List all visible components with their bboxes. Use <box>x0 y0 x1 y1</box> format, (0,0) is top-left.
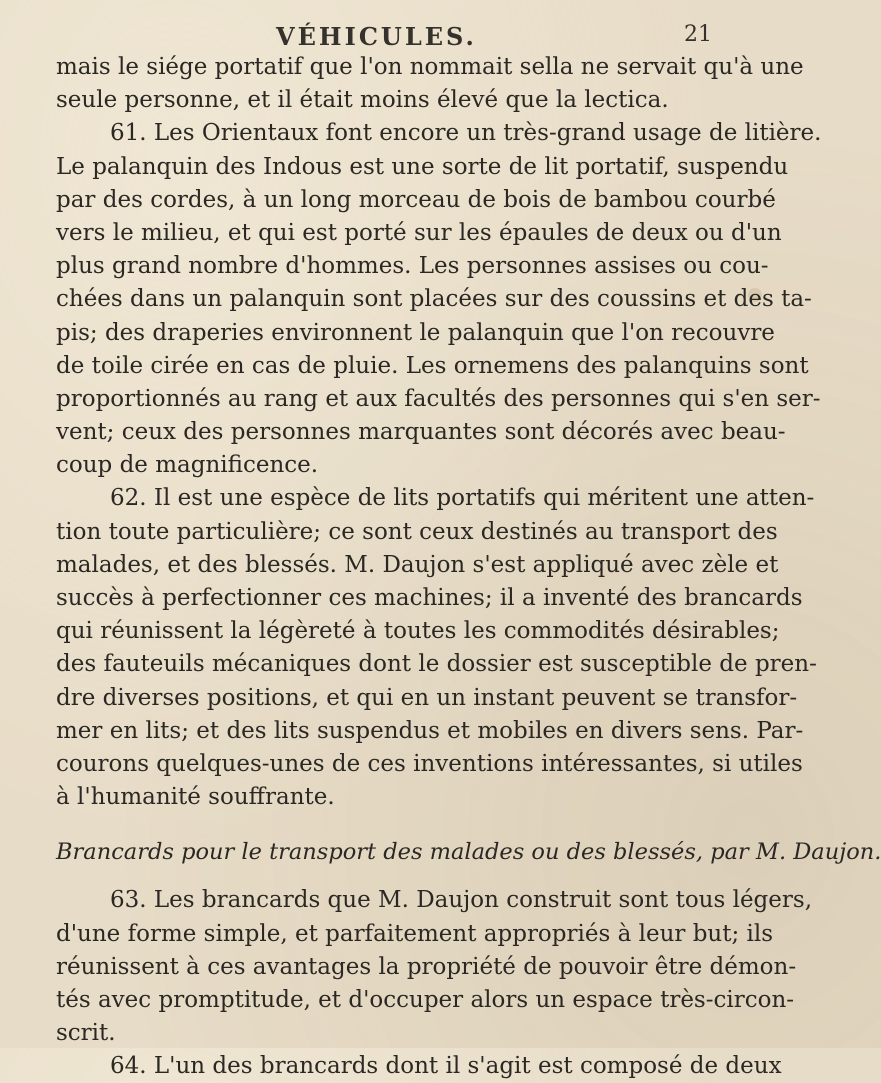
section-heading: Brancards pour le transport des malades ou des blessés, par M. Daujon. <box>56 839 881 866</box>
text-line: succès à perfectionner ces machines; il a inventé des brancards <box>56 585 803 611</box>
text-line: plus grand nombre d'hommes. Les personnes assises ou cou- <box>56 253 769 280</box>
text-line: par des cordes, à un long morceau de bois de bambou courbé <box>56 186 776 213</box>
page-number: 21 <box>684 22 712 47</box>
text-line: de toile cirée en cas de pluie. Les ornemens des palanquins sont <box>56 352 809 379</box>
text-line: Le palanquin des Indous est une sorte de lit portatif, suspendu <box>56 153 789 180</box>
paragraph-64-start: 64. L'un des brancards dont il s'agit est composé de deux <box>110 1053 782 1080</box>
text-line: chées dans un palanquin sont placées sur des coussins et des ta- <box>56 286 812 313</box>
text-line: coup de magnificence. <box>56 452 319 479</box>
text-line: à l'humanité souffrante. <box>56 784 335 811</box>
text-line: vers le milieu, et qui est porté sur les épaules de deux ou d'un <box>56 219 782 246</box>
running-title: VÉHICULES. <box>276 22 477 51</box>
text-line: pis; des draperies environnent le palanquin que l'on recouvre <box>56 319 775 346</box>
text-line: malades, et des blessés. M. Daujon s'est appliqué avec zèle et <box>56 551 779 578</box>
text-line: courons quelques-unes de ces inventions intéressantes, si utiles <box>56 750 803 777</box>
text-line: mais le siége portatif que l'on nommait sella ne servait qu'à une <box>56 54 804 80</box>
text-line: d'une forme simple, et parfaitement appropriés à leur but; ils <box>56 920 774 947</box>
paragraph-61-start: 61. Les Orientaux font encore un très-grand usage de litière. <box>110 120 822 147</box>
paragraph-62-start: 62. Il est une espèce de lits portatifs qui méritent une atten- <box>110 485 815 512</box>
text-line: mer en lits; et des lits suspendus et mobiles en divers sens. Par- <box>56 717 804 744</box>
text-line: des fauteuils mécaniques dont le dossier est susceptible de pren- <box>56 651 817 678</box>
text-line: tion toute particulière; ce sont ceux destinés au transport des <box>56 518 778 545</box>
text-line: réunissent à ces avantages la propriété de pouvoir être démon- <box>56 953 797 980</box>
text-line: vent; ceux des personnes marquantes sont décorés avec beau- <box>56 419 786 446</box>
text-line: qui réunissent la légèreté à toutes les commodités désirables; <box>56 618 780 645</box>
body-text <box>56 51 881 1083</box>
text-line: scrit. <box>56 1020 116 1047</box>
text-line: seule personne, et il était moins élevé que la lectica. <box>56 87 669 114</box>
text-line: dre diverses positions, et qui en un instant peuvent se transfor- <box>56 684 798 711</box>
paragraph-63-start: 63. Les brancards que M. Daujon construit sont tous légers, <box>110 887 813 914</box>
text-line: tés avec promptitude, et d'occuper alors un espace très-circon- <box>56 986 795 1013</box>
text-line: proportionnés au rang et aux facultés des personnes qui s'en ser- <box>56 385 821 412</box>
